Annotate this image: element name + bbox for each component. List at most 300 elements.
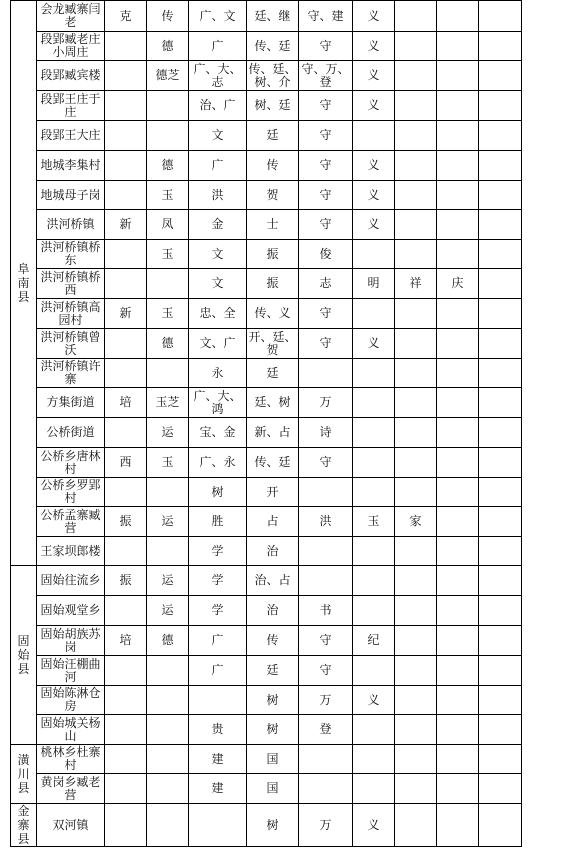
generation-cell (105, 91, 147, 121)
generation-cell (437, 61, 479, 91)
generation-cell: 新、占 (247, 418, 299, 448)
generation-cell (395, 418, 437, 448)
table-row (11, 240, 567, 269)
generation-cell: 廷、树 (247, 388, 299, 418)
generation-cell (147, 359, 189, 388)
place-cell: 公桥街道 (37, 418, 105, 448)
generation-cell (105, 181, 147, 210)
generation-cell: 占 (247, 507, 299, 537)
generation-cell: 万 (299, 804, 353, 847)
generation-cell: 运 (147, 507, 189, 537)
generation-cell: 守 (299, 329, 353, 359)
place-cell: 洪河桥镇桥西 (37, 269, 105, 299)
generation-cell: 西 (105, 448, 147, 478)
generation-cell: 义 (353, 329, 395, 359)
place-cell: 洪河桥镇 (37, 210, 105, 240)
generation-cell: 开、廷、贺 (248, 329, 297, 357)
generation-cell: 治、占 (247, 566, 299, 596)
generation-cell (479, 596, 522, 626)
generation-cell (437, 121, 479, 151)
generation-cell (353, 774, 395, 804)
generation-cell (437, 537, 479, 566)
generation-cell (437, 359, 479, 388)
generation-cell (479, 240, 522, 269)
generation-cell: 建 (189, 774, 247, 804)
generation-cell: 德 (147, 626, 189, 656)
table-body (11, 1, 567, 847)
generation-cell: 树、廷 (247, 91, 299, 121)
place-cell: 会龙臧寨闫老 (37, 1, 105, 32)
table-row (11, 626, 567, 656)
generation-cell (395, 686, 437, 715)
table-row (11, 269, 567, 299)
generation-cell: 传、廷、树、介 (248, 61, 297, 89)
generation-cell (353, 715, 395, 745)
place-cell: 黄岗乡臧老营 (37, 774, 105, 804)
generation-cell (299, 745, 353, 774)
generation-cell: 志 (299, 269, 353, 299)
generation-cell: 运 (147, 566, 189, 596)
table-row (11, 478, 567, 507)
generation-cell (189, 804, 247, 847)
place-cell: 王家坝郎楼 (37, 537, 105, 566)
generation-cell: 俊 (299, 240, 353, 269)
generation-cell (395, 240, 437, 269)
generation-cell (395, 388, 437, 418)
generation-cell: 士 (247, 210, 299, 240)
generation-cell: 培 (105, 626, 147, 656)
table-row (11, 1, 567, 32)
generation-cell (479, 181, 522, 210)
generation-cell (395, 596, 437, 626)
generation-cell: 运 (147, 418, 189, 448)
generation-cell (437, 448, 479, 478)
generation-cell (479, 269, 522, 299)
generation-cell: 义 (353, 210, 395, 240)
generation-cell (299, 537, 353, 566)
county-name: 阜南县 (17, 262, 30, 304)
generation-cell (353, 448, 395, 478)
generation-cell: 守 (299, 626, 353, 656)
generation-cell: 传、廷 (247, 32, 299, 61)
generation-cell (353, 656, 395, 686)
generation-cell (395, 299, 437, 329)
generation-cell (299, 359, 353, 388)
generation-cell: 义 (353, 686, 395, 715)
generation-cell (395, 774, 437, 804)
generation-cell (437, 686, 479, 715)
generation-cell (479, 121, 522, 151)
generation-cell (105, 596, 147, 626)
generation-cell: 广 (189, 656, 247, 686)
generation-cell: 振 (105, 566, 147, 596)
generation-cell (437, 804, 479, 847)
generation-cell (353, 418, 395, 448)
generation-cell: 家 (395, 507, 437, 537)
generation-cell (479, 566, 522, 596)
generation-cell (437, 745, 479, 774)
generation-cell (479, 448, 522, 478)
generation-cell (437, 388, 479, 418)
generation-cell: 德 (147, 32, 189, 61)
generation-cell: 玉 (147, 240, 189, 269)
generation-cell (105, 32, 147, 61)
generation-cell: 义 (353, 1, 395, 32)
generation-cell (353, 359, 395, 388)
generation-cell (353, 537, 395, 566)
table-row (11, 774, 567, 804)
table-row (11, 181, 567, 210)
generation-cell: 忠、全 (189, 299, 247, 329)
generation-cell (395, 61, 437, 91)
generation-cell (479, 359, 522, 388)
generation-cell (105, 121, 147, 151)
generation-cell: 树 (189, 478, 247, 507)
place-cell: 固始往流乡 (37, 566, 105, 596)
place-cell: 桃林乡杜寨村 (37, 745, 105, 774)
generation-cell: 新 (105, 210, 147, 240)
generation-cell (299, 478, 353, 507)
generation-cell (105, 269, 147, 299)
generation-cell (479, 537, 522, 566)
generation-cell: 文 (189, 240, 247, 269)
generation-cell (479, 388, 522, 418)
generation-cell: 学 (189, 537, 247, 566)
generation-cell: 贺 (247, 181, 299, 210)
place-cell: 洪河桥镇桥东 (37, 240, 105, 269)
generation-cell (105, 240, 147, 269)
generation-cell: 廷、继 (247, 1, 299, 32)
table-row (11, 715, 567, 745)
generation-cell: 永 (189, 359, 247, 388)
generation-cell: 德 (147, 151, 189, 181)
county-name: 金寨县 (17, 804, 30, 846)
place-cell: 段郢臧老庄小周庄 (37, 32, 105, 61)
table-row (11, 359, 567, 388)
generation-cell: 德 (147, 329, 189, 359)
generation-cell (353, 745, 395, 774)
generation-cell: 文 (189, 121, 247, 151)
generation-cell (299, 566, 353, 596)
generation-cell: 守、建 (299, 1, 353, 32)
generation-cell (105, 478, 147, 507)
generation-cell: 守 (299, 210, 353, 240)
table-row (11, 804, 567, 847)
generation-cell: 胜 (189, 507, 247, 537)
generation-cell (479, 804, 522, 847)
generation-cell (105, 151, 147, 181)
generation-cell: 振 (105, 507, 147, 537)
table-row (11, 121, 567, 151)
generation-cell: 广、大、志 (189, 61, 247, 91)
generation-cell: 守 (299, 151, 353, 181)
generation-cell (395, 566, 437, 596)
generation-cell: 克 (105, 1, 147, 32)
generation-cell (147, 774, 189, 804)
generation-cell: 运 (147, 596, 189, 626)
generation-cell: 玉 (353, 507, 395, 537)
place-cell: 固始城关杨山 (37, 715, 105, 745)
generation-cell (479, 774, 522, 804)
generation-cell: 广、文 (189, 1, 247, 32)
generation-cell (479, 656, 522, 686)
generation-cell (105, 686, 147, 715)
generation-cell (437, 418, 479, 448)
place-cell: 段郢臧宾楼 (37, 61, 105, 91)
generation-cell (353, 388, 395, 418)
generation-cell: 传 (247, 626, 299, 656)
generation-cell: 学 (189, 566, 247, 596)
generation-cell (395, 745, 437, 774)
generation-cell (353, 566, 395, 596)
generation-cell: 学 (189, 596, 247, 626)
generation-cell: 治、广 (189, 91, 247, 121)
generation-cell (395, 32, 437, 61)
generation-cell: 振 (247, 269, 299, 299)
generation-cell: 义 (353, 151, 395, 181)
county-cell (11, 745, 37, 804)
generation-cell (479, 299, 522, 329)
generation-cell (105, 656, 147, 686)
generation-cell (147, 686, 189, 715)
generation-cell (437, 596, 479, 626)
generation-cell: 培 (105, 388, 147, 418)
table-row (11, 329, 567, 359)
generation-cell: 洪 (189, 181, 247, 210)
generation-cell (437, 32, 479, 61)
table-row (11, 151, 567, 181)
generation-cell: 守 (299, 656, 353, 686)
generation-cell (105, 745, 147, 774)
generation-cell (147, 715, 189, 745)
generation-cell (479, 329, 522, 359)
generation-cell (479, 478, 522, 507)
genealogy-table-page (10, 0, 567, 847)
county-cell (11, 804, 37, 847)
table-row (11, 566, 567, 596)
generation-cell: 传、廷 (247, 448, 299, 478)
generation-cell (353, 240, 395, 269)
generation-cell: 广 (189, 151, 247, 181)
generation-cell: 传、义 (247, 299, 299, 329)
generation-cell (437, 240, 479, 269)
generation-cell: 新 (105, 299, 147, 329)
generation-cell (395, 626, 437, 656)
generation-cell: 廷 (247, 121, 299, 151)
generation-name-table (10, 0, 567, 847)
generation-cell (479, 151, 522, 181)
generation-cell (395, 537, 437, 566)
table-row (11, 686, 567, 715)
generation-cell: 国 (247, 745, 299, 774)
place-cell: 双河镇 (37, 804, 105, 847)
generation-cell (437, 329, 479, 359)
table-row (11, 537, 567, 566)
generation-cell: 传 (147, 1, 189, 32)
generation-cell: 树 (247, 686, 299, 715)
place-cell: 公桥乡唐林村 (37, 448, 105, 478)
generation-cell: 树 (247, 715, 299, 745)
generation-cell: 廷 (247, 359, 299, 388)
generation-cell (105, 537, 147, 566)
generation-cell: 玉 (147, 448, 189, 478)
generation-cell (479, 91, 522, 121)
generation-cell (299, 774, 353, 804)
generation-cell (105, 329, 147, 359)
generation-cell: 德芝 (147, 61, 189, 91)
generation-cell (353, 299, 395, 329)
generation-cell (437, 715, 479, 745)
generation-cell (147, 269, 189, 299)
place-cell: 洪河桥镇许寨 (37, 359, 105, 388)
place-cell: 固始观堂乡 (37, 596, 105, 626)
generation-cell: 治 (247, 537, 299, 566)
generation-cell (437, 478, 479, 507)
generation-cell: 建 (189, 745, 247, 774)
generation-cell: 广、大、鸿 (189, 388, 247, 418)
generation-cell: 玉 (147, 299, 189, 329)
generation-cell (147, 91, 189, 121)
generation-cell: 书 (299, 596, 353, 626)
generation-cell: 万 (299, 686, 353, 715)
generation-cell (353, 478, 395, 507)
generation-cell (479, 745, 522, 774)
place-cell: 地城李集村 (37, 151, 105, 181)
generation-cell: 文、广 (189, 329, 247, 359)
table-row (11, 656, 567, 686)
generation-cell (479, 686, 522, 715)
generation-cell: 治 (247, 596, 299, 626)
generation-cell: 义 (353, 61, 395, 91)
table-row (11, 448, 567, 478)
generation-cell (437, 210, 479, 240)
generation-cell: 守 (299, 299, 353, 329)
generation-cell: 守 (299, 181, 353, 210)
table-row (11, 745, 567, 774)
county-cell (11, 1, 37, 566)
generation-cell: 守 (299, 121, 353, 151)
generation-cell (479, 1, 522, 32)
generation-cell (147, 537, 189, 566)
generation-cell (395, 804, 437, 847)
generation-cell (479, 507, 522, 537)
place-cell: 洪河桥镇高园村 (37, 299, 105, 329)
generation-cell (395, 181, 437, 210)
place-cell: 公桥孟寨臧营 (37, 507, 105, 537)
county-name: 固始县 (17, 634, 30, 676)
generation-cell: 凤 (147, 210, 189, 240)
generation-cell: 明 (353, 269, 395, 299)
generation-cell (105, 774, 147, 804)
table-row (11, 61, 567, 91)
generation-cell (479, 32, 522, 61)
place-cell: 公桥乡罗郢村 (37, 478, 105, 507)
generation-cell (395, 1, 437, 32)
generation-cell (479, 715, 522, 745)
place-cell: 段郢王大庄 (37, 121, 105, 151)
generation-cell (147, 656, 189, 686)
table-row (11, 32, 567, 61)
generation-cell (147, 804, 189, 847)
generation-cell: 守 (299, 448, 353, 478)
generation-cell: 祥 (395, 269, 437, 299)
generation-cell (437, 774, 479, 804)
generation-cell: 振 (247, 240, 299, 269)
generation-cell: 广 (189, 626, 247, 656)
generation-cell (395, 121, 437, 151)
generation-cell: 纪 (353, 626, 395, 656)
generation-cell (353, 596, 395, 626)
generation-cell (395, 91, 437, 121)
generation-cell: 义 (353, 32, 395, 61)
generation-cell (437, 1, 479, 32)
generation-cell (395, 448, 437, 478)
generation-cell (189, 686, 247, 715)
table-row (11, 596, 567, 626)
generation-cell (105, 359, 147, 388)
place-cell: 洪河桥镇曾沃 (37, 329, 105, 359)
table-row (11, 299, 567, 329)
place-cell: 方集街道 (37, 388, 105, 418)
generation-cell (105, 418, 147, 448)
generation-cell (437, 656, 479, 686)
table-row (11, 91, 567, 121)
generation-cell (437, 299, 479, 329)
generation-cell: 诗 (299, 418, 353, 448)
place-cell: 固始汪棚曲河 (37, 656, 105, 686)
generation-cell (395, 478, 437, 507)
generation-cell (395, 329, 437, 359)
generation-cell: 义 (353, 91, 395, 121)
generation-cell (437, 626, 479, 656)
generation-cell (479, 418, 522, 448)
generation-cell: 开 (247, 478, 299, 507)
generation-cell (395, 715, 437, 745)
generation-cell: 金 (189, 210, 247, 240)
generation-cell (105, 715, 147, 745)
generation-cell: 玉 (147, 181, 189, 210)
generation-cell (395, 656, 437, 686)
generation-cell (147, 121, 189, 151)
generation-cell: 登 (299, 715, 353, 745)
generation-cell: 树 (247, 804, 299, 847)
generation-cell: 义 (353, 804, 395, 847)
generation-cell: 文 (189, 269, 247, 299)
generation-cell (395, 359, 437, 388)
generation-cell (395, 210, 437, 240)
generation-cell (395, 151, 437, 181)
place-cell: 段郢王庄于庄 (37, 91, 105, 121)
table-row (11, 210, 567, 240)
generation-cell: 玉芝 (147, 388, 189, 418)
county-cell (11, 566, 37, 745)
generation-cell: 守、万、登 (299, 61, 353, 91)
generation-cell (105, 61, 147, 91)
generation-cell: 庆 (437, 269, 479, 299)
generation-cell (437, 566, 479, 596)
generation-cell: 宝、金 (189, 418, 247, 448)
generation-cell: 守 (299, 32, 353, 61)
generation-cell: 廷 (247, 656, 299, 686)
generation-cell: 传 (247, 151, 299, 181)
generation-cell: 广、永 (189, 448, 247, 478)
generation-cell: 国 (247, 774, 299, 804)
generation-cell (479, 61, 522, 91)
generation-cell (479, 626, 522, 656)
generation-cell (437, 91, 479, 121)
generation-cell: 义 (353, 181, 395, 210)
generation-cell (437, 151, 479, 181)
